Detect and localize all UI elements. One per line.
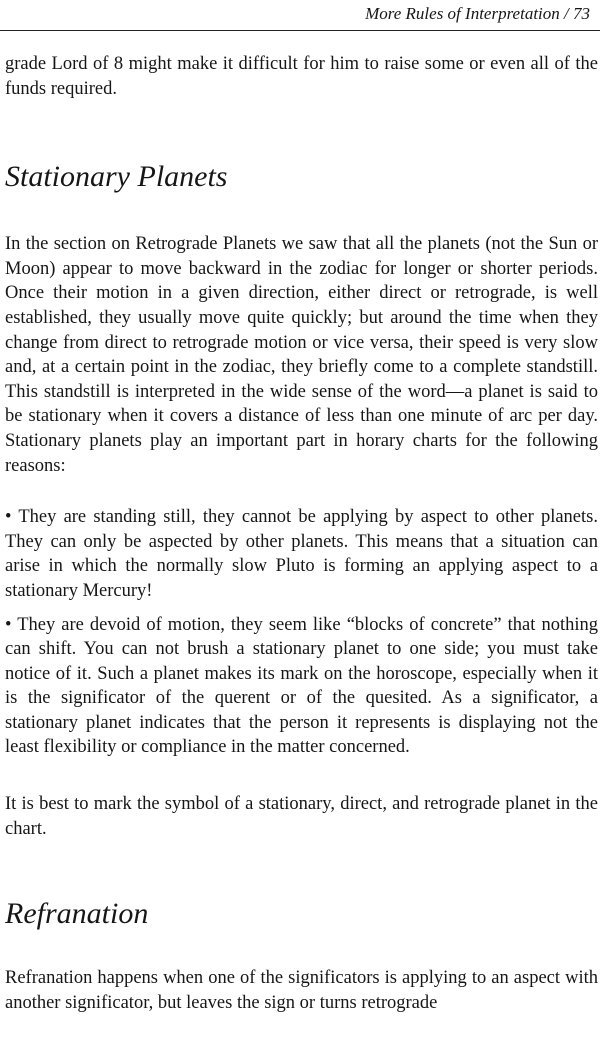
bullet-paragraph-devoid-of-motion: • They are devoid of motion, they seem like “blocks of concrete” that nothing can shift. You can not brush a stationary planet to one side; you must take notice of it. Such a planet makes its mark on the horoscope, especially when it is the significator of the querent or of the quesited. As a significator, a stationary planet indicates that the person it represents is displaying not the least flexibility or compliance in the matter concerned. bbox=[5, 614, 598, 758]
page-body bbox=[5, 52, 598, 1015]
paragraph-mark-symbol: It is best to mark the symbol of a stationary, direct, and retrograde planet in the chart. bbox=[5, 794, 598, 839]
running-head: More Rules of Interpretation / 73 bbox=[365, 4, 590, 23]
header-rule bbox=[0, 30, 600, 31]
bullet-paragraph-standing-still: • They are standing still, they cannot be applying by aspect to other planets. They can only be aspected by other planets. This means that a situation can arise in which the normally slow Pluto is forming an applying aspect to a stationary Mercury! bbox=[5, 507, 598, 601]
paragraph-stationary-intro: In the section on Retrograde Planets we saw that all the planets (not the Sun or Moon) appear to move backward in the zodiac for longer or shorter periods. Once their motion in a given direction, either direct or retrograde, is well established, they usually move quite quickly; but around the time when they change from direct to retrograde motion or vice versa, their speed is very slow and, at a certain point in the zodiac, they briefly come to a complete standstill. This standstill is interpreted in the wide sense of the word—a planet is said to be stationary when it covers a distance of less than one minute of arc per day. Stationary planets play an important part in horary charts for the following reasons: bbox=[5, 234, 598, 476]
paragraph-refranation: Refranation happens when one of the significators is applying to an aspect with another significator, but leaves the sign or turns retrograde bbox=[5, 968, 598, 1013]
intro-paragraph: grade Lord of 8 might make it difficult for him to raise some or even all of the funds required. bbox=[5, 54, 598, 99]
section-heading-stationary-planets: Stationary Planets bbox=[5, 160, 228, 194]
section-heading-refranation: Refranation bbox=[5, 897, 149, 931]
